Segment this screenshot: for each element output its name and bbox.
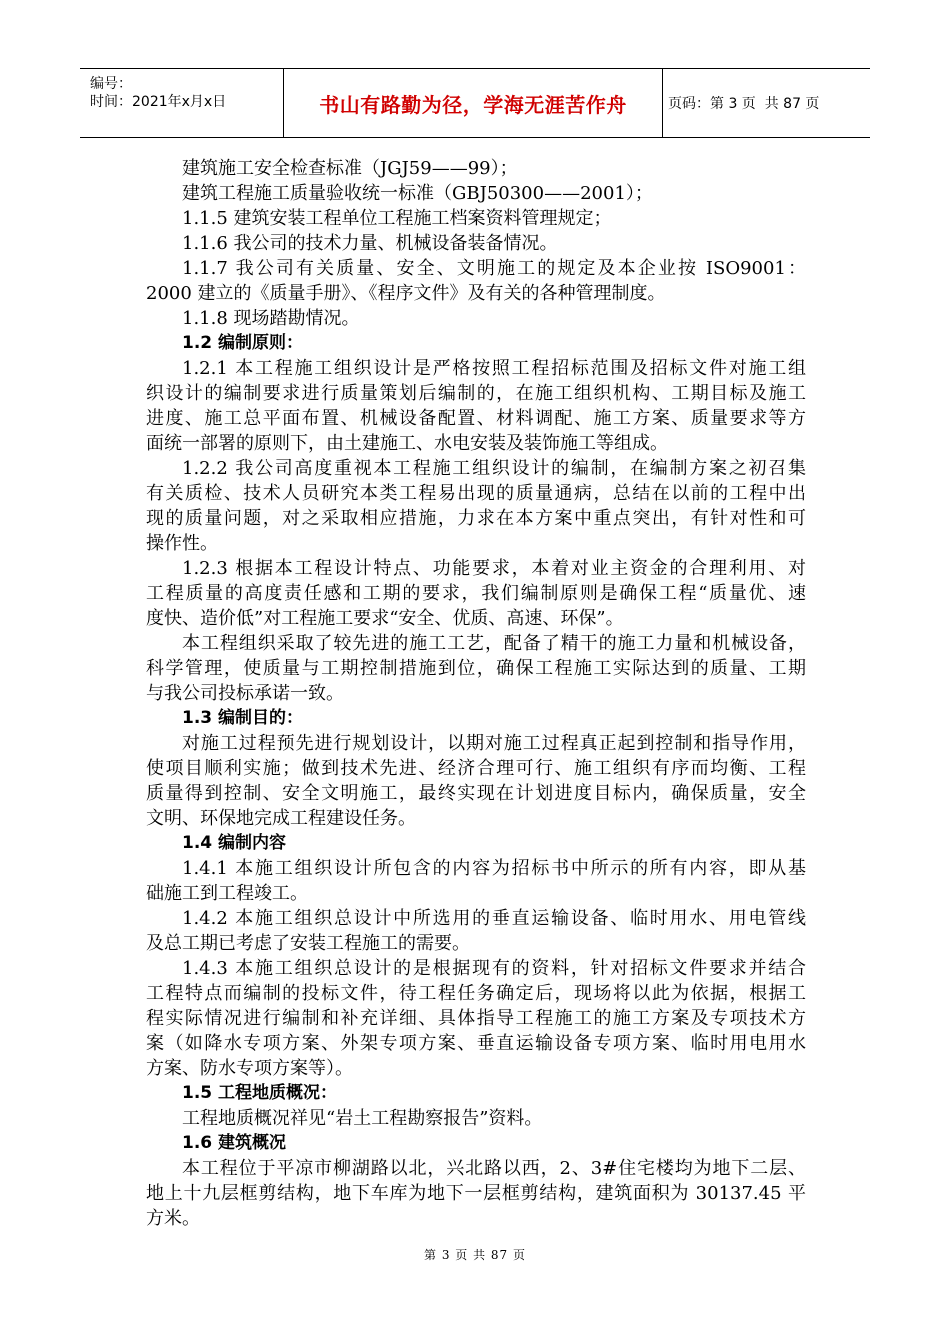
header-page-info: 页码：第 3 页 共 87 页 xyxy=(668,96,820,112)
document-time-label: 时间：2021年x月x日 xyxy=(90,94,227,110)
section-heading: 1.6 建筑概况 xyxy=(182,1133,287,1153)
header-motto: 书山有路勤为径，学海无涯苦作舟 xyxy=(319,92,627,117)
text-line: 案（如降水专项方案、外架专项方案、垂直运输设备专项方案、临时用电用水 xyxy=(146,1033,806,1054)
text-line: 进度、施工总平面布置、机械设备配置、材料调配、施工方案、质量要求等方 xyxy=(146,408,806,429)
section-heading: 1.5 工程地质概况： xyxy=(182,1083,338,1103)
text-line: 础施工到工程竣工。 xyxy=(146,883,308,904)
document-number-label: 编号： xyxy=(90,76,132,92)
text-line: 现的质量问题，对之采取相应措施，力求在本方案中重点突出，有针对性和可 xyxy=(146,508,806,529)
text-line: 对施工过程预先进行规划设计，以期对施工过程真正起到控制和指导作用， xyxy=(182,733,806,754)
text-line: 及总工期已考虑了安装工程施工的需要。 xyxy=(146,933,470,954)
text-line: 建筑施工安全检查标准（JGJ59——99）； xyxy=(182,158,518,179)
text-line: 1.1.5 建筑安装工程单位工程施工档案资料管理规定； xyxy=(182,208,612,229)
text-line: 文明、环保地完成工程建设任务。 xyxy=(146,808,416,829)
text-line: 2000 建立的《质量手册》、《程序文件》及有关的各种管理制度。 xyxy=(146,283,666,304)
text-line: 科学管理，使质量与工期控制措施到位，确保工程施工实际达到的质量、工期 xyxy=(146,658,806,679)
text-line: 程实际情况进行编制和补充详细、具体指导工程施工的施工方案及专项技术方 xyxy=(146,1008,806,1029)
text-line: 操作性。 xyxy=(146,533,218,554)
text-line: 方米。 xyxy=(146,1208,200,1229)
section-heading: 1.3 编制目的： xyxy=(182,708,304,728)
text-line: 质量得到控制、安全文明施工，最终实现在计划进度目标内，确保质量，安全 xyxy=(146,783,806,804)
text-line: 与我公司投标承诺一致。 xyxy=(146,683,344,704)
document-body xyxy=(146,156,806,1231)
header-left-cell xyxy=(80,69,283,137)
text-line: 度快、造价低”对工程施工要求“安全、优质、高速、环保”。 xyxy=(146,608,624,629)
text-line: 工程质量的高度责任感和工期的要求，我们编制原则是确保工程“质量优、速 xyxy=(146,583,806,604)
text-line: 使项目顺利实施；做到技术先进、经济合理可行、施工组织有序而均衡、工程 xyxy=(146,758,806,779)
text-line: 本工程位于平凉市柳湖路以北，兴北路以西，2、3#住宅楼均为地下二层、 xyxy=(182,1158,806,1179)
text-line: 工程特点而编制的投标文件，待工程任务确定后，现场将以此为依据，根据工 xyxy=(146,983,806,1004)
text-line: 1.2.2 我公司高度重视本工程施工组织设计的编制，在编制方案之初召集 xyxy=(182,458,806,479)
text-line: 有关质检、技术人员研究本类工程易出现的质量通病，总结在以前的工程中出 xyxy=(146,483,806,504)
page-header xyxy=(80,68,870,138)
text-line: 1.1.7 我公司有关质量、安全、文明施工的规定及本企业按 ISO9001： xyxy=(182,258,806,279)
page-footer: 第 3 页 共 87 页 xyxy=(424,1248,526,1262)
text-line: 1.2.3 根据本工程设计特点、功能要求，本着对业主资金的合理利用、对 xyxy=(182,558,806,579)
text-line: 1.4.1 本施工组织设计所包含的内容为招标书中所示的所有内容，即从基 xyxy=(182,858,806,879)
text-line: 织设计的编制要求进行质量策划后编制的，在施工组织机构、工期目标及施工 xyxy=(146,383,806,404)
text-line: 1.4.3 本施工组织总设计的是根据现有的资料，针对招标文件要求并结合 xyxy=(182,958,806,979)
section-heading: 1.4 编制内容 xyxy=(182,833,287,853)
text-line: 面统一部署的原则下，由土建施工、水电安装及装饰施工等组成。 xyxy=(146,433,668,454)
text-line: 方案、防水专项方案等）。 xyxy=(146,1058,353,1079)
header-center-cell xyxy=(283,69,663,137)
text-line: 本工程组织采取了较先进的施工工艺，配备了精干的施工力量和机械设备， xyxy=(182,633,806,654)
text-line: 工程地质概况祥见“岩土工程勘察报告”资料。 xyxy=(182,1108,543,1129)
text-line: 建筑工程施工质量验收统一标准（GBJ50300——2001）； xyxy=(182,183,653,204)
text-line: 1.1.8 现场踏勘情况。 xyxy=(182,308,360,329)
text-line: 地上十九层框剪结构，地下车库为地下一层框剪结构，建筑面积为 30137.45 平 xyxy=(146,1183,806,1204)
text-line: 1.2.1 本工程施工组织设计是严格按照工程招标范围及招标文件对施工组 xyxy=(182,358,806,379)
text-line: 1.4.2 本施工组织总设计中所选用的垂直运输设备、临时用水、用电管线 xyxy=(182,908,806,929)
text-line: 1.1.6 我公司的技术力量、机械设备装备情况。 xyxy=(182,233,558,254)
section-heading: 1.2 编制原则： xyxy=(182,333,304,353)
